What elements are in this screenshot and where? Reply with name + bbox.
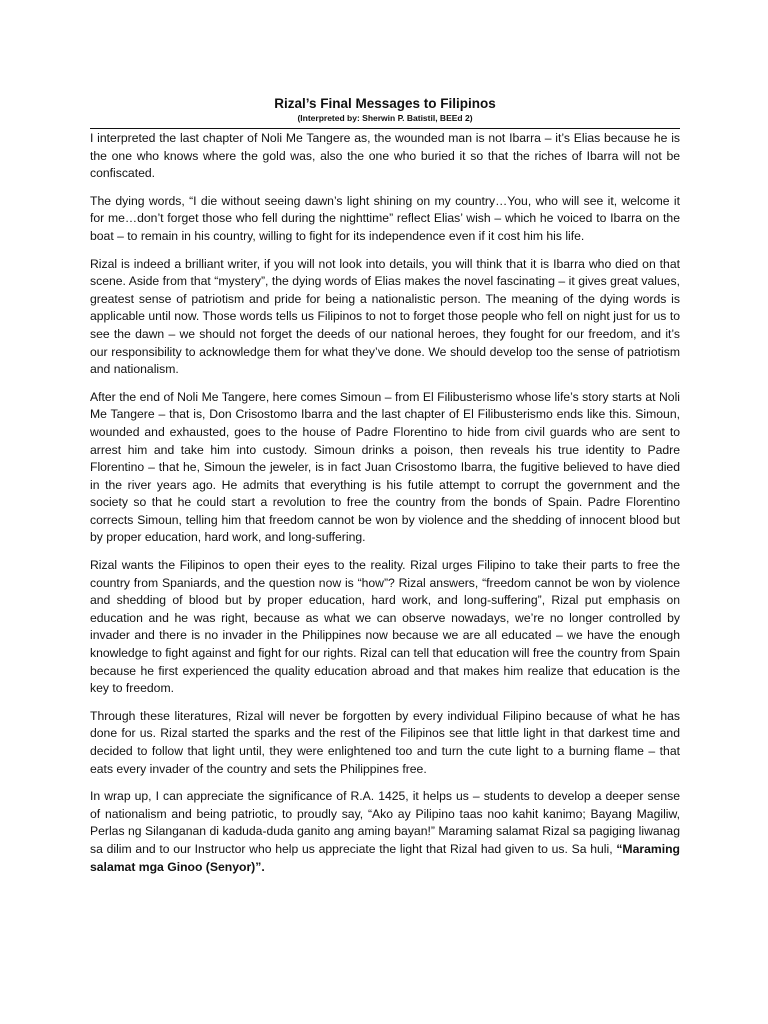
paragraph-1: I interpreted the last chapter of Noli Me Tangere as, the wounded man is not Ibarra – it’s Elias because he is the one who knows where the gold was, also the one who buried it so that the riches of Ibarra will not be confiscated.	[90, 131, 680, 181]
closing-quote: “Maraming salamat mga Ginoo (Senyor)”.	[90, 841, 680, 874]
title-divider	[90, 128, 680, 129]
paragraph-5: Rizal wants the Filipinos to open their eyes to the reality. Rizal urges Filipino to take their parts to free the country from Spaniards, and the question now is “how”? Rizal answers, “freedom cannot be won by violence and shedding of blood but by proper education, hard work, and long-suffering”, Rizal put emphasis on education and he was right, because as what we can observe nowadays, we’re no longer controlled by invader and there is no invader in the Philippines now because we are all educated – we have the enough knowledge to fight against and fight for our rights. Rizal can tell that education will free the country from Spain because he first experienced the quality education abroad and that makes him realize that education is the key to freedom.	[90, 558, 680, 696]
document-subtitle: (Interpreted by: Sherwin P. Batistil, BEEd 2)	[297, 113, 473, 123]
paragraph-7-text: In wrap up, I can appreciate the significance of R.A. 1425, it helps us – students to develop a deeper sense of nationalism and being patriotic, to proudly say, “Ako ay Pilipino taas noo kahit kanimo; Bayang Magiliw, Perlas ng Silanganan di kaduda-duda ganito ang aming bayan!” Maraming salamat Rizal sa pagiging liwanag sa dilim and to our Instructor who help us appreciate the light that Rizal had given to us. Sa huli,	[90, 789, 680, 856]
paragraph-4: After the end of Noli Me Tangere, here comes Simoun – from El Filibusterismo whose life’s story starts at Noli Me Tangere – that is, Don Crisostomo Ibarra and the last chapter of El Filibusterismo ends like this. Simoun, wounded and exhausted, goes to the house of Padre Florentino to hide from civil guards who are sent to arrest him and take him into custody. Simoun drinks a poison, then reveals his true identity to Padre Florentino – that he, Simoun the jeweler, is in fact Juan Crisostomo Ibarra, the fugitive believed to have died in the river years ago. He admits that everything is his futile attempt to corrupt the government and the society so that he could start a revolution to free the country from the bonds of Spain. Padre Florentino corrects Simoun, telling him that freedom cannot be won by violence and the shedding of innocent blood but by proper education, hard work, and long-suffering.	[90, 389, 680, 545]
paragraph-6: Through these literatures, Rizal will never be forgotten by every individual Filipino because of what he has done for us. Rizal started the sparks and the rest of the Filipinos see that little light in that darkest time and decided to follow that light until, they were enlightened too and turn the cute light to a burning flame – that eats every invader of the country and sets the Philippines free.	[90, 708, 680, 776]
paragraph-2: The dying words, “I die without seeing dawn’s light shining on my country…You, who will see it, welcome it for me…don’t forget those who fell during the nighttime” reflect Elias’ wish – which he voiced to Ibarra on the boat – to remain in his country, willing to fight for its independence even if it cost him his life.	[90, 193, 680, 243]
paragraph-3: Rizal is indeed a brilliant writer, if you will not look into details, you will think that it is Ibarra who died on that scene. Aside from that “mystery”, the dying words of Elias makes the novel fascinating – it gives great values, greatest sense of patriotism and pride for being a nationalistic person. The meaning of the dying words is applicable until now. Those words tells us Filipinos to not to forget those people who fell on night just for us to see the dawn – we should not forget the deeds of our national heroes, they fought for our freedom, and it’s our responsibility to acknowledge them for what they’ve done. We should develop too the sense of patriotism and nationalism.	[90, 256, 680, 377]
document-title: Rizal’s Final Messages to Filipinos	[274, 96, 496, 111]
paragraph-7	[90, 788, 680, 876]
